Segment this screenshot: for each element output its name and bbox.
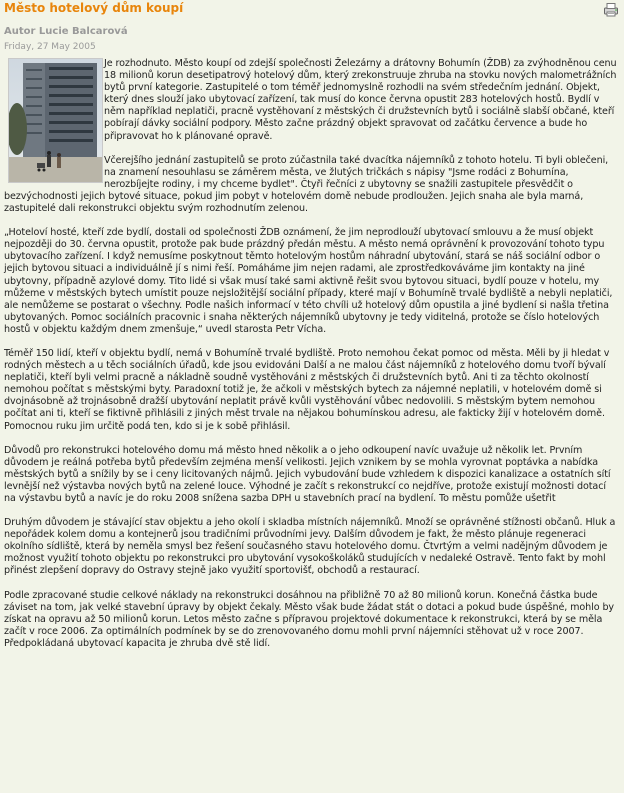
- article-body: [4, 58, 618, 662]
- article-paragraph: Podle zpracované studie celkové náklady na rekonstrukci dosáhnou na přibližně 70 až 80 milionů korun. Konečná částka bude záviset na tom, jak velké stavební úpravy by objekt čekaly. Město však bude žádat stát o dotaci a pokud bude úspěšné, mohlo by získat na opravu až 50 milionů korun. Letos město začne s přípravou projektové dokumentace k rekonstrukci, která by se měla začít v roce 2006. Za optimálních podmínek by se do zrenovovaného domu mohli první nájemníci stěhovat už v roce 2007. Předpokládaná ubytovací kapacita je zhruba dvě stě lidí.: [4, 589, 615, 649]
- article-paragraph: Téměř 150 lidí, kteří v objektu bydlí, nemá v Bohumíně trvalé bydliště. Proto nemohou čekat pomoc od města. Měli by ji hledat v rodných městech a u těch sociálních úřadů, kde jsou evidováni Další a ne malou část nájemníků z hotelového domu tvoří bývalí neplatiči, kteří byli velmi pracně a nákladně soudně vystěhováni z městských či družstevních bytů. Ani ti za těchto okolností nemohou počítat s městskými byty. Paradoxní totiž je, že ačkoli v městských bytech za nájemné neplatili, v hotelovém domě si dvojnásobně až trojnásobně dražší ubytování neplatit právě kvůli vystěhování vůbec nedovolili. S městským bytem nemohou počítat ani ti, kteří se fiktivně přihlásili z jiných měst trvale na nějakou bohumínskou adresu, ale fakticky žijí v hotelovém domě. Pomocnou ruku jim určitě podá ten, kdo si je k sobě přihlásil.: [4, 347, 610, 432]
- article-title: Město hotelový dům koupí: [4, 1, 184, 15]
- photo-spacer: [4, 58, 104, 186]
- article-author: Autor Lucie Balcarová: [4, 26, 128, 37]
- article-paragraph: Včerejšího jednání zastupitelů se proto zúčastnila také dvacítka nájemníků z tohoto hotelu. Ti byli oblečeni, na znamení nesouhlasu se záměrem města, ve žlutých tričkách s nápisy "Jsme rodáci z Bohumína, nerozbíjejte rodiny, i my chceme bydlet". Čtyři řečníci z ubytovny se snažili zastupitele přesvědčit o bezvýchodnosti jejich bytové situace, pokud jim pobyt v hotelovém domě nebude prodloužen. Jejich snaha ale byla marná, zastupitelé dali rekonstrukci objektu svým rozhodnutím zelenou.: [4, 154, 609, 215]
- article-paragraph: Druhým důvodem je stávající stav objektu a jeho okolí i skladba místních nájemníků. Množí se oprávněné stížnosti občanů. Hluk a nepořádek kolem domu a kontejnerů jsou tradičními průvodními jevy. Dalším důvodem je fakt, že město plánuje regeneraci okolního sídliště, která by neměla smysl bez řešení současného stavu hotelového domu. Čtvrtým a velmi nadějným důvodem je možnost využití tohoto objektu po rekonstrukci pro ubytování vysokoškoláků studujících v nedaleké Ostravě. Tento fakt by mohl přinést zlepšení dopravy do Ostravy stejně jako využití sportovišť, obchodů a restaurací.: [4, 517, 616, 577]
- article-paragraph: Důvodů pro rekonstrukci hotelového domu má město hned několik a o jeho odkoupení navíc uvažuje už několik let. Prvním důvodem je reálná potřeba bytů především zejména menší velikosti. Jejich vznikem by se mohla vyrovnat poptávka a nabídka městských bytů a snížily by se i ceny licitovaných nájmů. Jejich vybudování bude vzhledem k dispozici kanalizace a ostatních sítí levnější než výstavba nových bytů na zelené louce. Výhodné je začít s rekonstrukcí co nejdříve, protože existují možnosti dotací na výstavbu bytů a navíc je do roku 2008 snížena sazba DPH u stavebních prací na bydlení. To městu pomůže ušetřit: [4, 444, 611, 504]
- article-paragraph: „Hoteloví hosté, kteří zde bydlí, dostali od společnosti ŽDB oznámení, že jim neprodlouží ubytovací smlouvu a že musí objekt nejpozději do 30. června opustit, protože pak bude prázdný předán městu. A město nemá oprávnění k provozování tohoto typu ubytovacího zařízení. I když nemusíme poskytnout těmto hotelovým hostům náhradní ubytování, stará se náš sociální odbor o jejich bytovou situaci a individuálně jí s nimi řeší. Pomáháme jim nejen radami, ale zprostředkováváme jim kontakty na jiné ubytovny, případně azylové domy. Tito lidé si však musí také sami aktivně řešit svou bytovou situaci, bydlí pouze v hotelu, my můžeme v městských bytech umístit pouze nejsložitější sociální případy, které mají v Bohumíně trvalé bydliště a nebyli neplatiči, ale nemůžeme se postarat o všechny. Podle našich informací v této chvíli už hotelový dům opustila a jiné bydlení si našla třetina ubytovaných. Pomoc sociálních pracovnic i snaha některých nájemníků ubytovny je tedy viditelná, protože se číslo hotelových hostů v objektu každým dnem zmenšuje,“ uvedl starosta Petr Vícha.: [4, 227, 613, 335]
- article-date: Friday, 27 May 2005: [4, 42, 96, 52]
- print-icon[interactable]: [603, 2, 620, 17]
- article-paragraph: Je rozhodnuto. Město koupí od zdejší společnosti Železárny a drátovny Bohumín (ŽDB) za zvýhodněnou cenu 18 milionů korun desetipatrový hotelový dům, který zrekonstruuje zhruba na stovku nových malometrážních bytů první kategorie. Zastupitelé o tom téměř jednomyslně rozhodli na svém středečním jednání. Objekt, který dnes slouží jako ubytovací zařízení, tak musí do konce června opustit 283 hotelových hostů. Bydlí v něm například neplatiči, pracně vystěhovaní z městských či družstevních bytů i sociálně slabší občané, kteří pobírají dávky sociální podpory. Město začne prázdný objekt spravovat od začátku července a bude ho připravovat ho k plánované opravě.: [104, 58, 617, 142]
